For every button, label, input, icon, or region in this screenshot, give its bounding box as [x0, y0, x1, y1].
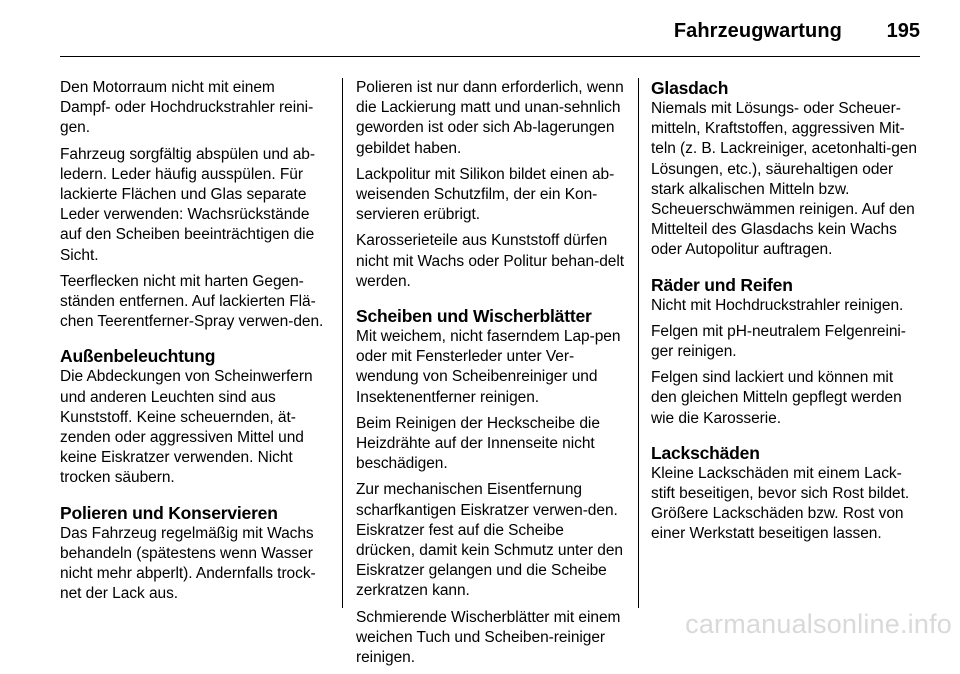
- paragraph: Den Motorraum nicht mit einem Dampf- oder Hochdruckstrahler reini-gen.: [60, 79, 314, 137]
- watermark: carmanualsonline.info: [685, 609, 952, 639]
- paragraph: Felgen sind lackiert und können mit den gleichen Mitteln gepflegt werden wie die Karosserie.: [651, 369, 902, 427]
- page-number: 195: [886, 20, 920, 42]
- paragraph: Teerflecken nicht mit harten Gegen-ständen entfernen. Auf lackierten Flä-chen Teerentferner-Spray verwen-den.: [60, 272, 324, 331]
- paragraph: Karosserieteile aus Kunststoff dürfen nicht mit Wachs oder Politur behan-delt werden.: [356, 232, 624, 290]
- paragraph: Das Fahrzeug regelmäßig mit Wachs behandeln (spätestens wenn Wasser nicht mehr abperlt). Andernfalls trock-net der Lack aus.: [60, 524, 316, 603]
- text-column-2: [356, 78, 624, 674]
- section-heading: Scheiben und Wischerblätter: [356, 306, 592, 327]
- section-heading: Glasdach: [651, 78, 729, 98]
- paragraph: Fahrzeug sorgfältig abspülen und ab-ledern. Leder häufig ausspülen. Für lackierte Flächen und Glas separate Leder verwenden: Wachsrückstände auf den Scheiben beeinträchtigen die Sicht.: [60, 145, 315, 264]
- column-divider: [638, 78, 639, 608]
- paragraph: Die Abdeckungen von Scheinwerfern und anderen Leuchten sind aus Kunststoff. Keine scheuernden, ät-zenden oder aggressiven Mittel und keine Eiskratzer verwenden. Nicht trocken säubern.: [60, 368, 313, 487]
- section-heading: Außenbeleuchtung: [60, 346, 216, 367]
- paragraph: Mit weichem, nicht faserndem Lap-pen oder mit Fensterleder unter Ver-wendung von Scheibenreiniger und Insektenentferner reinigen.: [356, 328, 621, 406]
- paragraph: Kleine Lackschäden mit einem Lack-stift beseitigen, bevor sich Rost bildet. Größere Lackschäden bzw. Rost von einer Werkstatt beseitigen lassen.: [651, 464, 910, 543]
- page-header: [60, 0, 920, 57]
- paragraph: Beim Reinigen der Heckscheibe die Heizdrähte auf der Innenseite nicht beschädigen.: [356, 414, 600, 473]
- paragraph: Zur mechanischen Eisentfernung scharfkantigen Eiskratzer verwen-den. Eiskratzer fest auf die Scheibe drücken, damit kein Schmutz unter den Eiskratzer gelangen und die Scheibe zerkratzen kann.: [356, 481, 623, 600]
- section-heading: Räder und Reifen: [651, 274, 793, 295]
- paragraph: Felgen mit pH-neutralem Felgenreini-ger reinigen.: [651, 322, 906, 361]
- paragraph: Nicht mit Hochdruckstrahler reinigen.: [651, 296, 904, 314]
- paragraph: Niemals mit Lösungs- oder Scheuer-mitteln, Kraftstoffen, aggressiven Mit-teln (z. B. Lackreiniger, acetonhalti-gen Lösungen, etc.), säurehaltigen oder stark alkalischen Mitteln bzw. Scheuerschwämmen reinigen. Auf den Mittelteil des Glasdachs kein Wachs oder Autopolitur auftragen.: [651, 100, 917, 259]
- text-column-3: [651, 78, 921, 551]
- paragraph: Lackpolitur mit Silikon bildet einen ab-weisenden Schutzfilm, der ein Kon-servieren erübrigt.: [356, 165, 615, 224]
- section-heading: Polieren und Konservieren: [60, 502, 278, 523]
- paragraph: Polieren ist nur dann erforderlich, wenn die Lackierung matt und unan-sehnlich geworden ist oder sich Ab-lagerungen gebildet haben.: [356, 79, 624, 157]
- page-title: Fahrzeugwartung: [673, 20, 842, 42]
- section-heading: Lackschäden: [651, 442, 760, 463]
- column-divider: [342, 78, 343, 608]
- text-column-1: [60, 78, 328, 610]
- paragraph: Schmierende Wischerblätter mit einem weichen Tuch und Scheiben-reiniger reinigen.: [356, 608, 621, 667]
